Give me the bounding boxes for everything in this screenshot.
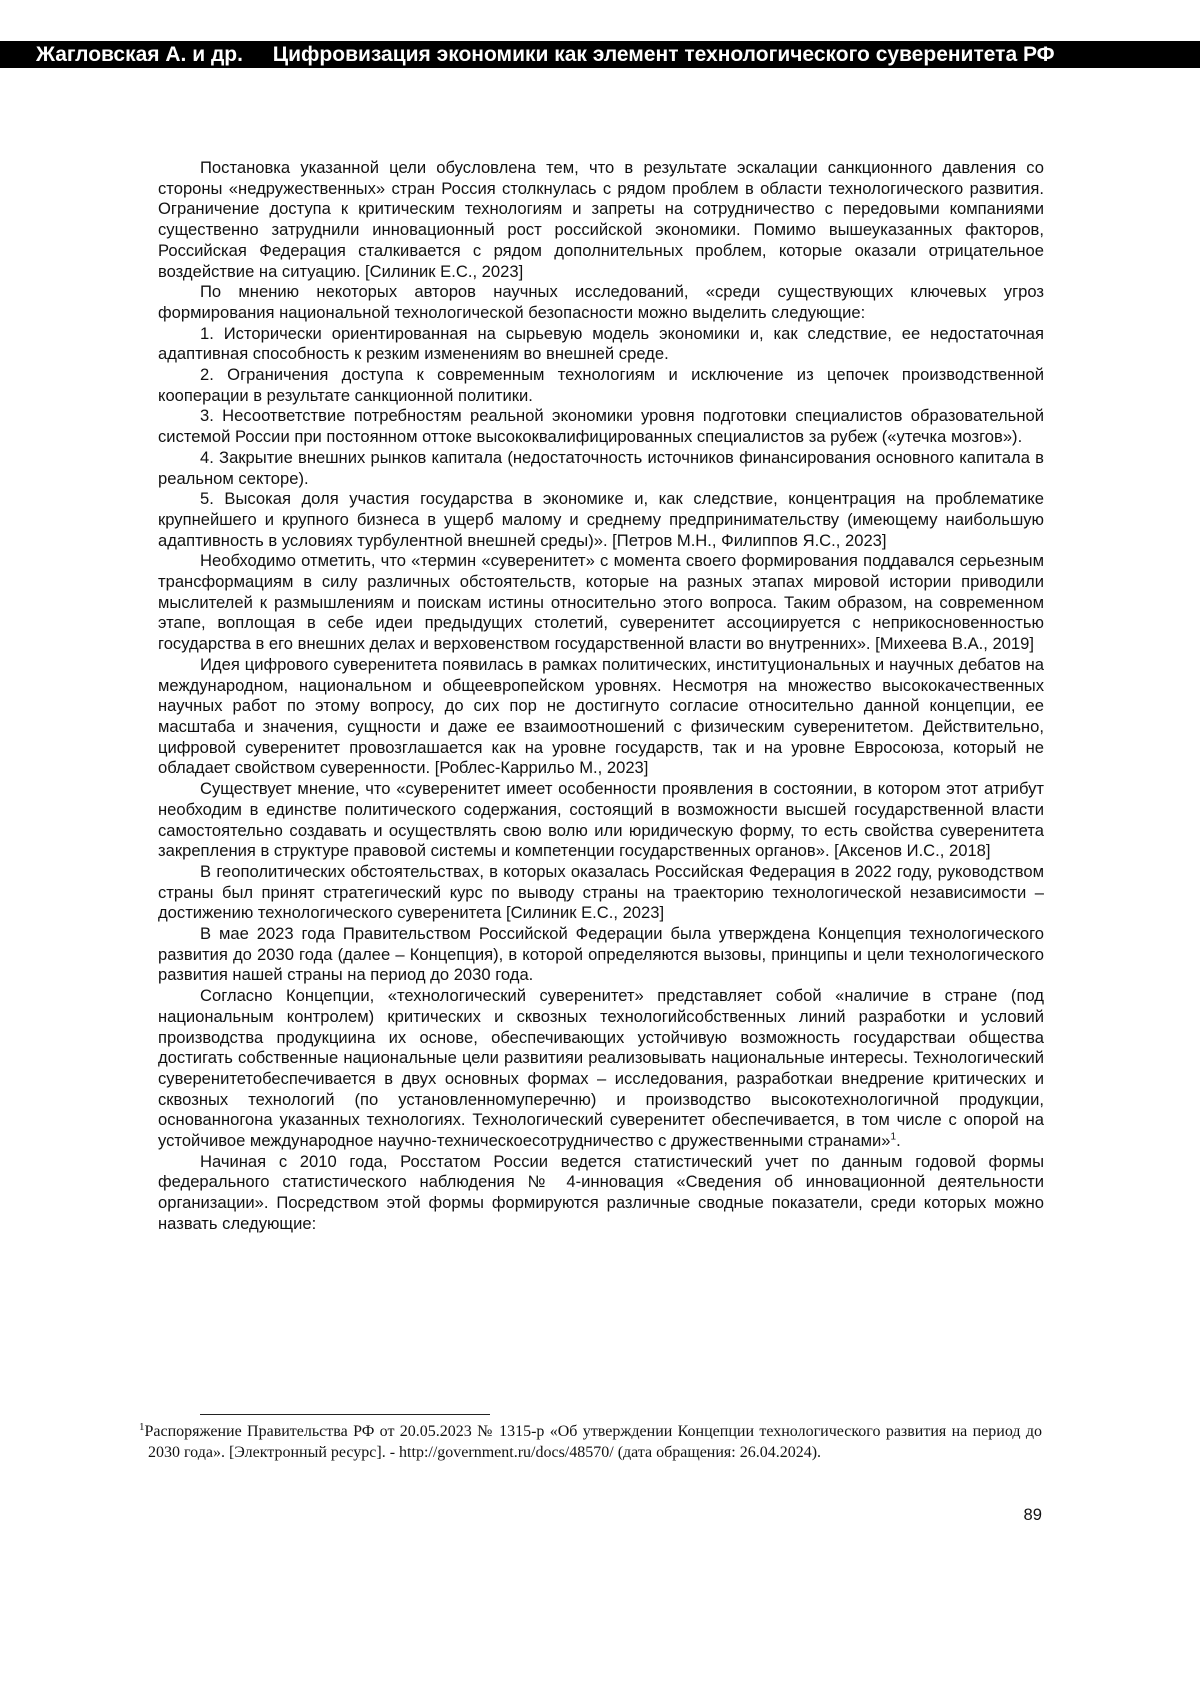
list-item: 5. Высокая доля участия государства в экономике и, как следствие, концентрация на проблематике крупнейшего и крупного бизнеса в ущерб малому и среднему предпринимательству (имеющему наибольшую адаптивность в условиях турбулентной внешней среды)». [Петров М.Н., Филиппов Я.С., 2023] bbox=[158, 489, 1044, 550]
footnote-reference[interactable]: 1 bbox=[890, 1131, 897, 1143]
footnote-divider bbox=[200, 1414, 490, 1415]
footnote-mark: 1 bbox=[139, 1420, 145, 1433]
paragraph: Начиная с 2010 года, Росстатом России ведется статистический учет по данным годовой формы федерального статистического наблюдения № 4-инновация «Сведения об инновационной деятельности организации». Посредством этой формы формируются различные сводные показатели, среди которых можно назвать следующие: bbox=[158, 1151, 1044, 1233]
footnote bbox=[139, 1420, 1042, 1463]
list-item: 1. Исторически ориентированная на сырьевую модель экономики и, как следствие, ее недостаточная адаптивная способность к резким изменениям во внешней среде. bbox=[158, 323, 1044, 364]
list-item: 4. Закрытие внешних рынков капитала (недостаточность источников финансирования основного капитала в реальном секторе). bbox=[158, 447, 1044, 488]
paragraph: Необходимо отметить, что «термин «суверенитет» с момента своего формирования поддавался серьезным трансформациям в силу различных обстоятельств, которые на разных этапах мировой истории приводили мыслителей к размышлениям и поискам истины относительно этого вопроса. Таким образом, на современном этапе, воплощая в себе идеи предыдущих столетий, суверенитет ассоциируется с неприкосновенностью государства в его внешних делах и верховенством государственной власти во внутренних». [Михеева В.А., 2019] bbox=[158, 551, 1044, 654]
paragraph: В мае 2023 года Правительством Российской Федерации была утверждена Концепция технологического развития до 2030 года (далее – Концепция), в которой определяются вызовы, принципы и цели технологического развития нашей страны на период до 2030 года. bbox=[158, 924, 1044, 985]
paragraph: В геополитических обстоятельствах, в которых оказалась Российская Федерация в 2022 году, руководством страны был принят стратегический курс по выводу страны на траекторию технологической независимости – достижению технологического суверенитета [Силиник Е.С., 2023] bbox=[158, 861, 1044, 923]
paragraph: Существует мнение, что «суверенитет имеет особенности проявления в состоянии, в котором этот атрибут необходим в единстве политического содержания, состоящий в возможности высшей государственной власти самостоятельно создавать и осуществлять свою волю или юридическую форму, то есть свойства суверенитета закрепления в структуре правовой системы и компетенции государственных органов». [Аксенов И.С., 2018] bbox=[158, 779, 1044, 861]
paragraph: Постановка указанной цели обусловлена тем, что в результате эскалации санкционного давления со стороны «недружественных» стран Россия столкнулась с рядом проблем в области технологического развития. Ограничение доступа к критическим технологиям и запреты на сотрудничество с передовыми компаниями существенно затруднили инновационный рост российской экономики. Помимо вышеуказанных факторов, Российская Федерация сталкивается с рядом дополнительных проблем, которые оказали отрицательное воздействие на ситуацию. [Силиник Е.С., 2023] bbox=[158, 158, 1044, 281]
body-text bbox=[158, 158, 1044, 1235]
paragraph-text: Согласно Концепции, «технологический суверенитет» представляет собой «наличие в стране (под национальным контролем) критических и сквозных технологийсобственных линий разработки и условий производства продукциина их основе, обеспечивающих устойчивую возможность государстваи общества достигать собственные национальные цели развитияи реализовывать национальные интересы. Технологический суверенитетобеспечивается в двух основных формах – исследования, разработкаи внедрение критических и сквозных технологий (по установленномуперечню) и производство высокотехнологичной продукции, основанногона указанных технологиях. Технологический суверенитет обеспечивается, в том числе с опорой на устойчивое международное научно-техническоесотрудничество с дружественными странами» bbox=[158, 986, 1044, 1151]
list-item: 3. Несоответствие потребностям реальной экономики уровня подготовки специалистов образовательной системой России при постоянном оттоке высококвалифицированных специалистов за рубеж («утечка мозгов»). bbox=[158, 406, 1044, 447]
footnote-text: Распоряжение Правительства РФ от 20.05.2023 № 1315-р «Об утверждении Концепции технологического развития на период до 2030 года». [Электронный ресурс]. - http://government.ru/docs/48570/ (дата обращения: 26.04.2024). bbox=[144, 1423, 1042, 1461]
paragraph-with-footnote bbox=[158, 986, 1044, 1152]
paragraph-tail: . bbox=[896, 1131, 901, 1151]
header-title: Цифровизация экономики как элемент технологического суверенитета РФ bbox=[272, 43, 1055, 66]
list-item: 2. Ограничения доступа к современным технологиям и исключение из цепочек производственной кооперации в результате санкционной политики. bbox=[158, 365, 1044, 405]
paragraph: По мнению некоторых авторов научных исследований, «среди существующих ключевых угроз формирования национальной технологической безопасности можно выделить следующие: bbox=[158, 282, 1044, 322]
page-number: 89 bbox=[1023, 1505, 1042, 1524]
paragraph: Идея цифрового суверенитета появилась в рамках политических, институциональных и научных дебатов на международном, национальном и общеевропейском уровнях. Несмотря на множество высококачественных научных работ по этому вопросу, до сих пор не достигнуто согласие относительно данной концепции, ее масштаба и значения, сущности и даже ее взаимоотношений с физическим суверенитетом. Действительно, цифровой суверенитет провозглашается как на уровне государств, так и на уровне Евросоюза, который не обладает свойством суверенности. [Роблес-Каррильо М., 2023] bbox=[158, 654, 1044, 778]
running-header bbox=[0, 41, 1200, 68]
header-authors: Жагловская А. и др. bbox=[36, 43, 243, 66]
